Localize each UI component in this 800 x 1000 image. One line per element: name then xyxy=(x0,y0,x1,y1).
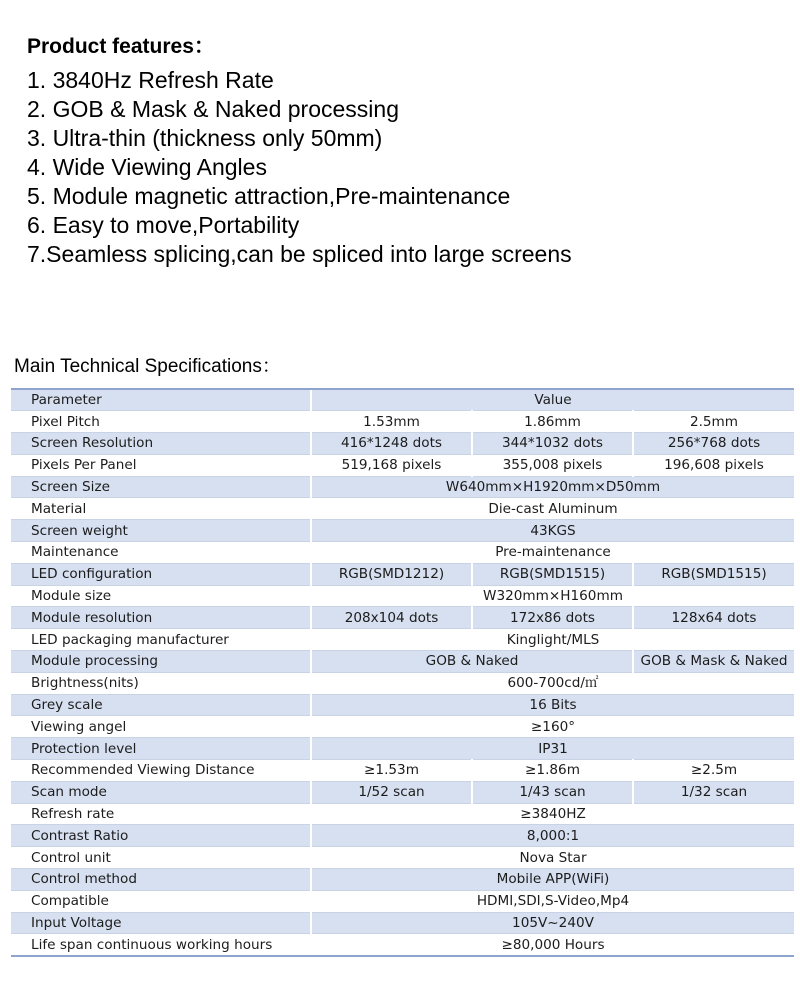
table-row xyxy=(11,869,794,891)
spec-value: IP31 xyxy=(311,738,794,760)
table-row xyxy=(11,738,794,760)
spec-parameter: Module size xyxy=(11,585,311,607)
table-row xyxy=(11,520,794,542)
table-row xyxy=(11,890,794,912)
spec-value: ≥80,000 Hours xyxy=(311,934,794,956)
spec-value: W640mm×H1920mm×D50mm xyxy=(311,476,794,498)
table-row xyxy=(11,694,794,716)
specs-table xyxy=(11,388,794,957)
features-title: Product features： xyxy=(27,35,215,58)
spec-value: RGB(SMD1515) xyxy=(633,563,794,585)
spec-parameter: Input Voltage xyxy=(11,912,311,934)
spec-value: Pre-maintenance xyxy=(311,542,794,564)
spec-parameter: Protection level xyxy=(11,738,311,760)
spec-value: RGB(SMD1212) xyxy=(311,563,472,585)
spec-parameter: Control method xyxy=(11,869,311,891)
feature-item: 3. Ultra-thin (thickness only 50mm) xyxy=(27,125,383,151)
table-row xyxy=(11,825,794,847)
table-row xyxy=(11,912,794,934)
spec-value: 600-700cd/㎡ xyxy=(311,672,794,694)
spec-parameter: Contrast Ratio xyxy=(11,825,311,847)
spec-value: Kinglight/MLS xyxy=(311,629,794,651)
spec-parameter: Refresh rate xyxy=(11,803,311,825)
spec-parameter: LED configuration xyxy=(11,563,311,585)
table-header-row xyxy=(11,389,794,411)
table-row xyxy=(11,433,794,455)
spec-value: 1.53mm xyxy=(311,411,472,433)
table-row xyxy=(11,651,794,673)
table-row xyxy=(11,411,794,433)
spec-value: GOB & Naked xyxy=(311,651,633,673)
spec-value: 16 Bits xyxy=(311,694,794,716)
spec-parameter: Material xyxy=(11,498,311,520)
table-row xyxy=(11,934,794,956)
table-row xyxy=(11,498,794,520)
spec-value: 1/43 scan xyxy=(472,781,633,803)
table-row xyxy=(11,476,794,498)
spec-parameter: Pixel Pitch xyxy=(11,411,311,433)
spec-parameter: Screen weight xyxy=(11,520,311,542)
spec-parameter: Control unit xyxy=(11,847,311,869)
specs-title: Main Technical Specifications： xyxy=(14,356,281,377)
spec-value: 208x104 dots xyxy=(311,607,472,629)
spec-parameter: Pixels Per Panel xyxy=(11,454,311,476)
product-features xyxy=(27,34,787,269)
spec-parameter: Module processing xyxy=(11,651,311,673)
features-list xyxy=(27,66,787,269)
spec-value: 8,000:1 xyxy=(311,825,794,847)
spec-parameter: Grey scale xyxy=(11,694,311,716)
spec-value: ≥2.5m xyxy=(633,760,794,782)
spec-parameter: Life span continuous working hours xyxy=(11,934,311,956)
header-value: Value xyxy=(311,389,794,411)
spec-parameter: Scan mode xyxy=(11,781,311,803)
spec-value: 256*768 dots xyxy=(633,433,794,455)
spec-value: Mobile APP(WiFi) xyxy=(311,869,794,891)
spec-value: GOB & Mask & Naked xyxy=(633,651,794,673)
spec-value: 344*1032 dots xyxy=(472,433,633,455)
spec-value: 43KGS xyxy=(311,520,794,542)
spec-value: HDMI,SDI,S-Video,Mp4 xyxy=(311,890,794,912)
spec-value: 355,008 pixels xyxy=(472,454,633,476)
header-parameter: Parameter xyxy=(11,389,311,411)
spec-value: ≥1.86m xyxy=(472,760,633,782)
spec-parameter: Screen Resolution xyxy=(11,433,311,455)
table-row xyxy=(11,563,794,585)
feature-item: 1. 3840Hz Refresh Rate xyxy=(27,67,274,93)
spec-parameter: LED packaging manufacturer xyxy=(11,629,311,651)
spec-parameter: Recommended Viewing Distance xyxy=(11,760,311,782)
spec-value: Nova Star xyxy=(311,847,794,869)
feature-item: 2. GOB & Mask & Naked processing xyxy=(27,96,399,122)
spec-value: 519,168 pixels xyxy=(311,454,472,476)
spec-value: ≥160° xyxy=(311,716,794,738)
spec-parameter: Module resolution xyxy=(11,607,311,629)
table-row xyxy=(11,803,794,825)
spec-parameter: Compatible xyxy=(11,890,311,912)
spec-value: 1.86mm xyxy=(472,411,633,433)
table-row xyxy=(11,629,794,651)
feature-item: 6. Easy to move,Portability xyxy=(27,212,300,238)
spec-value: 416*1248 dots xyxy=(311,433,472,455)
spec-value: Die-cast Aluminum xyxy=(311,498,794,520)
table-row xyxy=(11,454,794,476)
spec-value: W320mm×H160mm xyxy=(311,585,794,607)
table-row xyxy=(11,760,794,782)
feature-item: 5. Module magnetic attraction,Pre-maintenance xyxy=(27,183,511,209)
feature-item: 7.Seamless splicing,can be spliced into large screens xyxy=(27,241,572,267)
spec-value: ≥3840HZ xyxy=(311,803,794,825)
spec-value: 1/52 scan xyxy=(311,781,472,803)
spec-value: 172x86 dots xyxy=(472,607,633,629)
spec-value: RGB(SMD1515) xyxy=(472,563,633,585)
table-row xyxy=(11,781,794,803)
spec-value: 128x64 dots xyxy=(633,607,794,629)
spec-parameter: Viewing angel xyxy=(11,716,311,738)
spec-value: 1/32 scan xyxy=(633,781,794,803)
spec-value: ≥1.53m xyxy=(311,760,472,782)
table-row xyxy=(11,672,794,694)
spec-value: 105V~240V xyxy=(311,912,794,934)
table-row xyxy=(11,607,794,629)
table-row xyxy=(11,847,794,869)
spec-parameter: Brightness(nits) xyxy=(11,672,311,694)
table-row xyxy=(11,585,794,607)
spec-parameter: Maintenance xyxy=(11,542,311,564)
table-row xyxy=(11,542,794,564)
feature-item: 4. Wide Viewing Angles xyxy=(27,154,267,180)
table-row xyxy=(11,716,794,738)
spec-value: 196,608 pixels xyxy=(633,454,794,476)
specs-table-body xyxy=(11,389,794,956)
spec-parameter: Screen Size xyxy=(11,476,311,498)
spec-value: 2.5mm xyxy=(633,411,794,433)
